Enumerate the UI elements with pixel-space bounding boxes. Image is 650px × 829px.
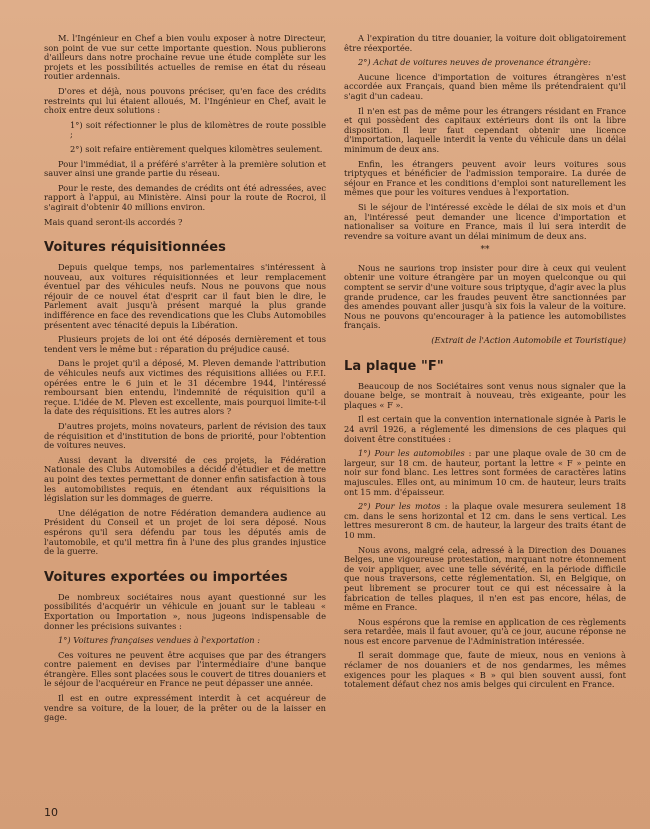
paragraph: Il n'en est pas de même pour les étrangers résidant en France et qui possèdent des capitaux extérieurs dont ils ont la libre disposition. Il leur faut cependant obtenir une licence d'importation, laquelle interdit la vente du véhicule dans un délai minimum de deux ans. [344, 105, 626, 154]
list-item: 1°) soit réfectionner le plus de kilomètres de route possible ; [70, 119, 326, 140]
paragraph: Dans le projet qu'il a déposé, M. Pleven demande l'attribution de véhicules neufs aux victimes des réquisitions alliées ou F.F.I. opérées entre le 6 juin et le 31 décembre 1944, l'intéressé remboursant bien entendu, l'indemnité de réquisition qu'il a reçue. L'idée de M. Pleven est excellente, mais pourquoi limite-t-il la date des réquisitions. Et les autres alors ? [44, 358, 326, 417]
paragraph: D'autres projets, moins novateurs, parlent de révision des taux de réquisition et d'institution de bons de priorité, pour l'obtention de voitures neuves. [44, 421, 326, 451]
paragraph: Nous ne saurions trop insister pour dire à ceux qui veulent obtenir une voiture étrangère par un moyen quelconque ou qui comptent se servir d'une voiture sous triptyque, d'agir avec la plus grande prudence, car les fraudes peuvent être sanctionnées par des amendes pouvant aller jusqu'à six fois la valeur de la voiture. Nous ne pouvons qu'encourager à la patience les automobilistes français. [344, 262, 626, 331]
list-item-text: : par une plaque ovale de 30 cm de largeur, sur 18 cm. de hauteur, portant la lettre « F » peinte en noir sur fond blanc. Les lettres sont formées de caractères latins majuscules. Elles ont, au minimum 10 cm. de hauteur, leurs traits ont 15 mm. d'épaisseur. [344, 448, 626, 497]
subheading [344, 58, 626, 68]
paragraph: Une délégation de notre Fédération demandera audience au Président du Conseil et un projet de loi sera déposé. Nous espérons qu'il sera défendu par tous les députés amis de l'automobile, et qu'il mettra fin à l'une des plus grandes injustice de la guerre. [44, 507, 326, 557]
list-item-lead: 1°) Pour les automobiles [358, 448, 465, 459]
paragraph: Aucune licence d'importation de voitures étrangères n'est accordée aux Français, quand bien même ils prétendraient qu'il s'agit d'un cadeau. [344, 71, 626, 101]
paragraph: D'ores et déjà, nous pouvons préciser, qu'en face des crédits restreints qui lui étaient alloués, M. l'Ingénieur en Chef, avait le choix entre deux solutions : [44, 85, 326, 116]
paragraph: Plusieurs projets de loi ont été déposés dernièrement et tous tendent vers le même but : réparation du préjudice causé. [44, 334, 326, 354]
paragraph: M. l'Ingénieur en Chef a bien voulu exposer à notre Directeur, son point de vue sur cette importante question. Nous publierons d'ailleurs dans notre prochaine revue une étude complète sur les projets et les possibilités actuelles de remise en état du réseau routier ardennais. [44, 33, 326, 82]
section-title-plaque-f: La plaque "F" [344, 358, 444, 374]
paragraph: De nombreux sociétaires nous ayant questionné sur les possibilités d'acquérir un véhicule en jouant sur le tableau « Exportation ou Importation », nous jugeons indispensable de donner les précisions suivantes : [44, 591, 326, 631]
list-item-text: : la plaque ovale mesurera seulement 18 cm. dans le sens horizontal et 12 cm. dans le sens vertical. Les lettres mesureront 8 cm. de hauteur, la largeur des traits étant de 10 mm. [344, 501, 627, 540]
right-column [344, 34, 626, 695]
section-title-voitures-exportees: Voitures exportées ou importées [44, 569, 288, 585]
paragraph: Mais quand seront-ils accordés ? [44, 216, 183, 227]
paragraph: A l'expiration du titre douanier, la voiture doit obligatoirement être réexportée. [344, 33, 626, 53]
paragraph: Pour l'immédiat, il a préféré s'arrêter à la première solution et sauver ainsi une grande partie du réseau. [44, 158, 326, 179]
subheading-text: 1°) Voitures françaises vendues à l'exportation : [58, 635, 261, 646]
source-text: (Extrait de l'Action Automobile et Touristique) [431, 335, 626, 346]
paragraph: Depuis quelque temps, nos parlementaires s'intéressent à nouveau, aux voitures réquisitionnées et leur remplacement éventuel par des véhicules neufs. Nous ne pouvons que nous réjouir de ce nouvel état d'esprit car il faut bien le dire, le Parlement avait jusqu'à présent marqué la plus grande indifférence en face des revendications que les Clubs Automobiles présentent avec ténacité depuis la Libération. [44, 262, 326, 330]
paragraph: Il serait dommage que, faute de mieux, nous en venions à réclamer de nos douaniers et de nos gendarmes, les mêmes exigences pour les plaques « B » qui bien souvent aussi, font totalement défaut chez nos amis belges qui circulent en France. [344, 650, 626, 690]
paragraph: Ces voitures ne peuvent être acquises que par des étrangers contre paiement en devises par l'intermédiaire d'une banque étrangère. Elles sont placées sous le couvert de titres douaniers et le séjour de l'acquéreur en France ne peut dépasser une année. [44, 649, 326, 689]
subheading-text: 2°) Achat de voitures neuves de provenance étrangère: [358, 57, 591, 68]
paragraph: Si le séjour de l'intéressé excède le délai de six mois et d'un an, l'intéressé peut demander une licence d'importation et nationaliser sa voiture en France, mais il lui sera interdit de revendre sa voiture avant un délai minimum de deux ans. [344, 201, 626, 241]
left-column [44, 34, 326, 728]
source-citation [344, 336, 626, 346]
list-item-lead: 2°) Pour les motos [358, 501, 441, 512]
paragraph: Nous avons, malgré cela, adressé à la Direction des Douanes Belges, une vigoureuse protestation, marquant notre étonnement de voir appliquer, avec une telle sévérité, en la période difficile que nous traversons, cette réglementation. Si, en Belgique, on peut librement se procurer tout ce qui est nécessaire à la fabrication de telles plaques, il n'en est pas encore, hélas, de même en France. [344, 544, 626, 613]
paragraph: Nous espérons que la remise en application de ces règlements sera retardée, mais il faut avouer, qu'à ce jour, aucune réponse ne nous est encore parvenue de l'Administration intéressée. [344, 616, 626, 646]
list-item [344, 502, 626, 540]
paragraph: Il est certain que la convention internationale signée à Paris le 24 avril 1926, a réglementé les dimensions de ces plaques qui doivent être constituées : [344, 414, 626, 444]
page-number: 10 [44, 806, 58, 819]
subheading [44, 636, 326, 646]
paragraph: Enfin, les étrangers peuvent avoir leurs voitures sous triptyques et bénéficier de l'admission temporaire. La durée de séjour en France et les conditions d'emploi sont naturellement les mêmes que pour les voitures vendues à l'exportation. [344, 158, 626, 198]
paragraph: Aussi devant la diversité de ces projets, la Fédération Nationale des Clubs Automobiles a décidé d'étudier et de mettre au point des textes permettant de donner enfin satisfaction à tous les automobilistes requis, en étendant aux réquisitions la législation sur les dommages de guerre. [44, 454, 326, 504]
paragraph: Il est en outre expressément interdit à cet acquéreur de vendre sa voiture, de la louer, de la prêter ou de la laisser en gage. [44, 693, 326, 723]
list-item [344, 449, 626, 497]
section-title-voitures-requisitionnees: Voitures réquisitionnées [44, 240, 227, 256]
paragraph: Beaucoup de nos Sociétaires sont venus nous signaler que la douane belge, se montrait à nouveau, très exigeante, pour les plaques « F ». [344, 380, 626, 410]
list-item: 2°) soit refaire entièrement quelques kilomètres seulement. [70, 143, 323, 154]
paragraph: Pour le reste, des demandes de crédits ont été adressées, avec rapport à l'appui, au Ministère. Ainsi pour la route de Rocroi, il s'agirait d'obtenir 40 millions environ. [44, 182, 326, 212]
section-separator: ** [480, 245, 490, 256]
